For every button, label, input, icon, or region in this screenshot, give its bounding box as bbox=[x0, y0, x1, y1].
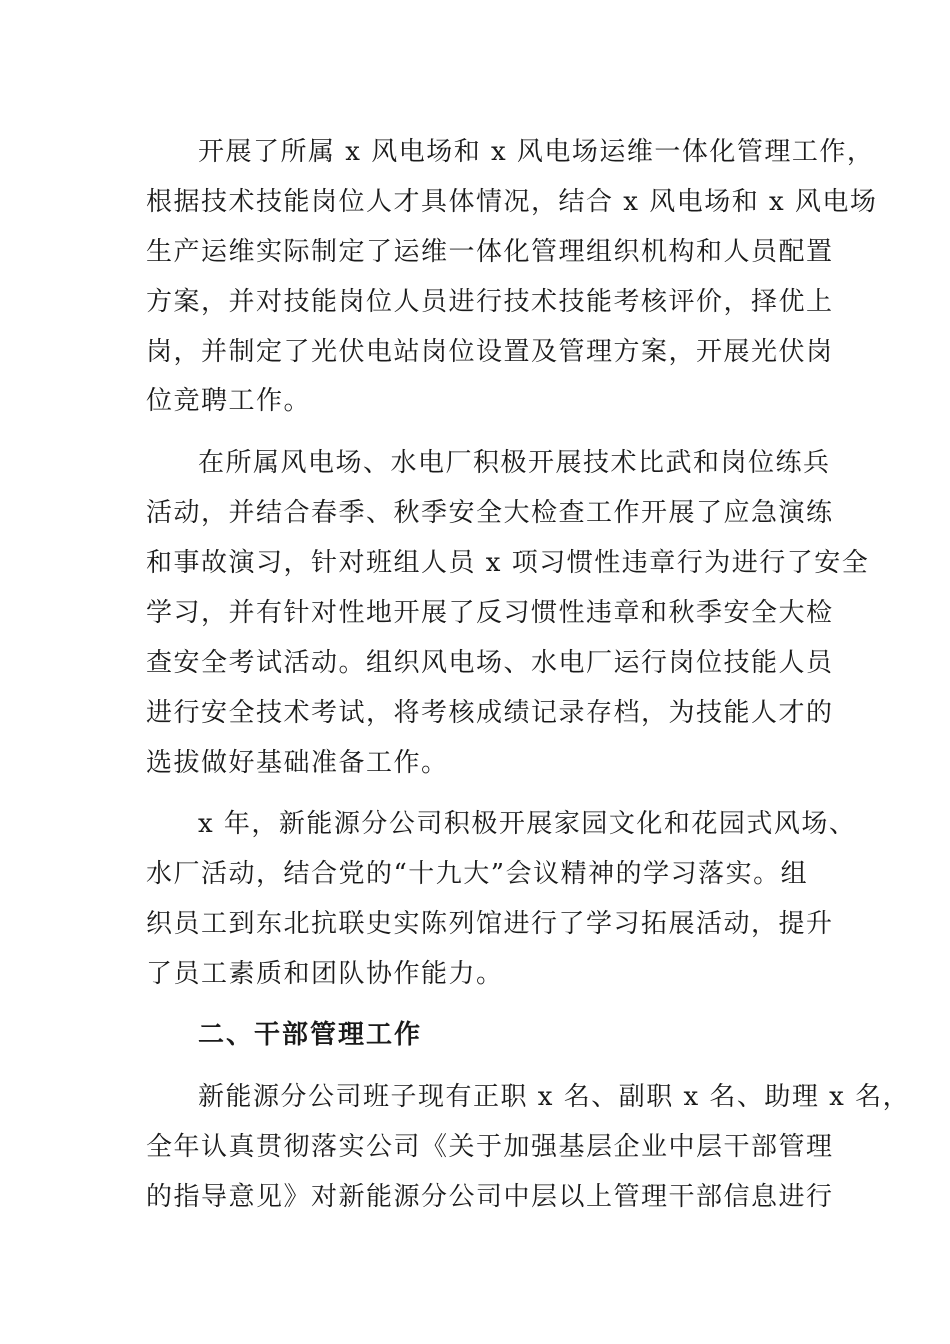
paragraph-2-line-3: 和事故演习，针对班组人员 x 项习惯性违章行为进行了安全 bbox=[146, 548, 870, 578]
paragraph-4-line-2: 全年认真贯彻落实公司《关于加强基层企业中层干部管理 bbox=[146, 1132, 834, 1162]
paragraph-4-line-3: 的指导意见》对新能源分公司中层以上管理干部信息进行 bbox=[146, 1182, 834, 1212]
paragraph-1-line-2: 根据技术技能岗位人才具体情况，结合 x 风电场和 x 风电场 bbox=[146, 187, 878, 217]
paragraph-1-line-5: 岗，并制定了光伏电站岗位设置及管理方案，开展光伏岗 bbox=[146, 337, 834, 367]
paragraph-2-line-5: 查安全考试活动。组织风电场、水电厂运行岗位技能人员 bbox=[146, 648, 834, 678]
paragraph-4-line-1: 新能源分公司班子现有正职 x 名、副职 x 名、助理 x 名， bbox=[198, 1082, 911, 1112]
paragraph-2-line-6: 进行安全技术考试，将考核成绩记录存档，为技能人才的 bbox=[146, 698, 834, 728]
paragraph-2-line-2: 活动，并结合春季、秋季安全大检查工作开展了应急演练 bbox=[146, 498, 834, 528]
paragraph-3-line-2: 水厂活动，结合党的“十九大”会议精神的学习落实。组 bbox=[146, 859, 809, 889]
paragraph-2-line-1: 在所属风电场、水电厂积极开展技术比武和岗位练兵 bbox=[198, 448, 831, 478]
paragraph-1-line-3: 生产运维实际制定了运维一体化管理组织机构和人员配置 bbox=[146, 237, 834, 267]
paragraph-2-line-4: 学习，并有针对性地开展了反习惯性违章和秋季安全大检 bbox=[146, 598, 834, 628]
paragraph-1-line-1: 开展了所属 x 风电场和 x 风电场运维一体化管理工作， bbox=[198, 137, 875, 167]
paragraph-3-line-4: 了员工素质和团队协作能力。 bbox=[146, 959, 504, 989]
paragraph-1-line-4: 方案，并对技能岗位人员进行技术技能考核评价，择优上 bbox=[146, 287, 834, 317]
section-heading: 二、干部管理工作 bbox=[198, 1020, 423, 1050]
paragraph-3-line-3: 织员工到东北抗联史实陈列馆进行了学习拓展活动，提升 bbox=[146, 909, 834, 939]
paragraph-3-line-1: x 年，新能源分公司积极开展家园文化和花园式风场、 bbox=[198, 809, 857, 839]
paragraph-2-line-7: 选拔做好基础准备工作。 bbox=[146, 748, 449, 778]
paragraph-1-line-6: 位竞聘工作。 bbox=[146, 386, 312, 416]
